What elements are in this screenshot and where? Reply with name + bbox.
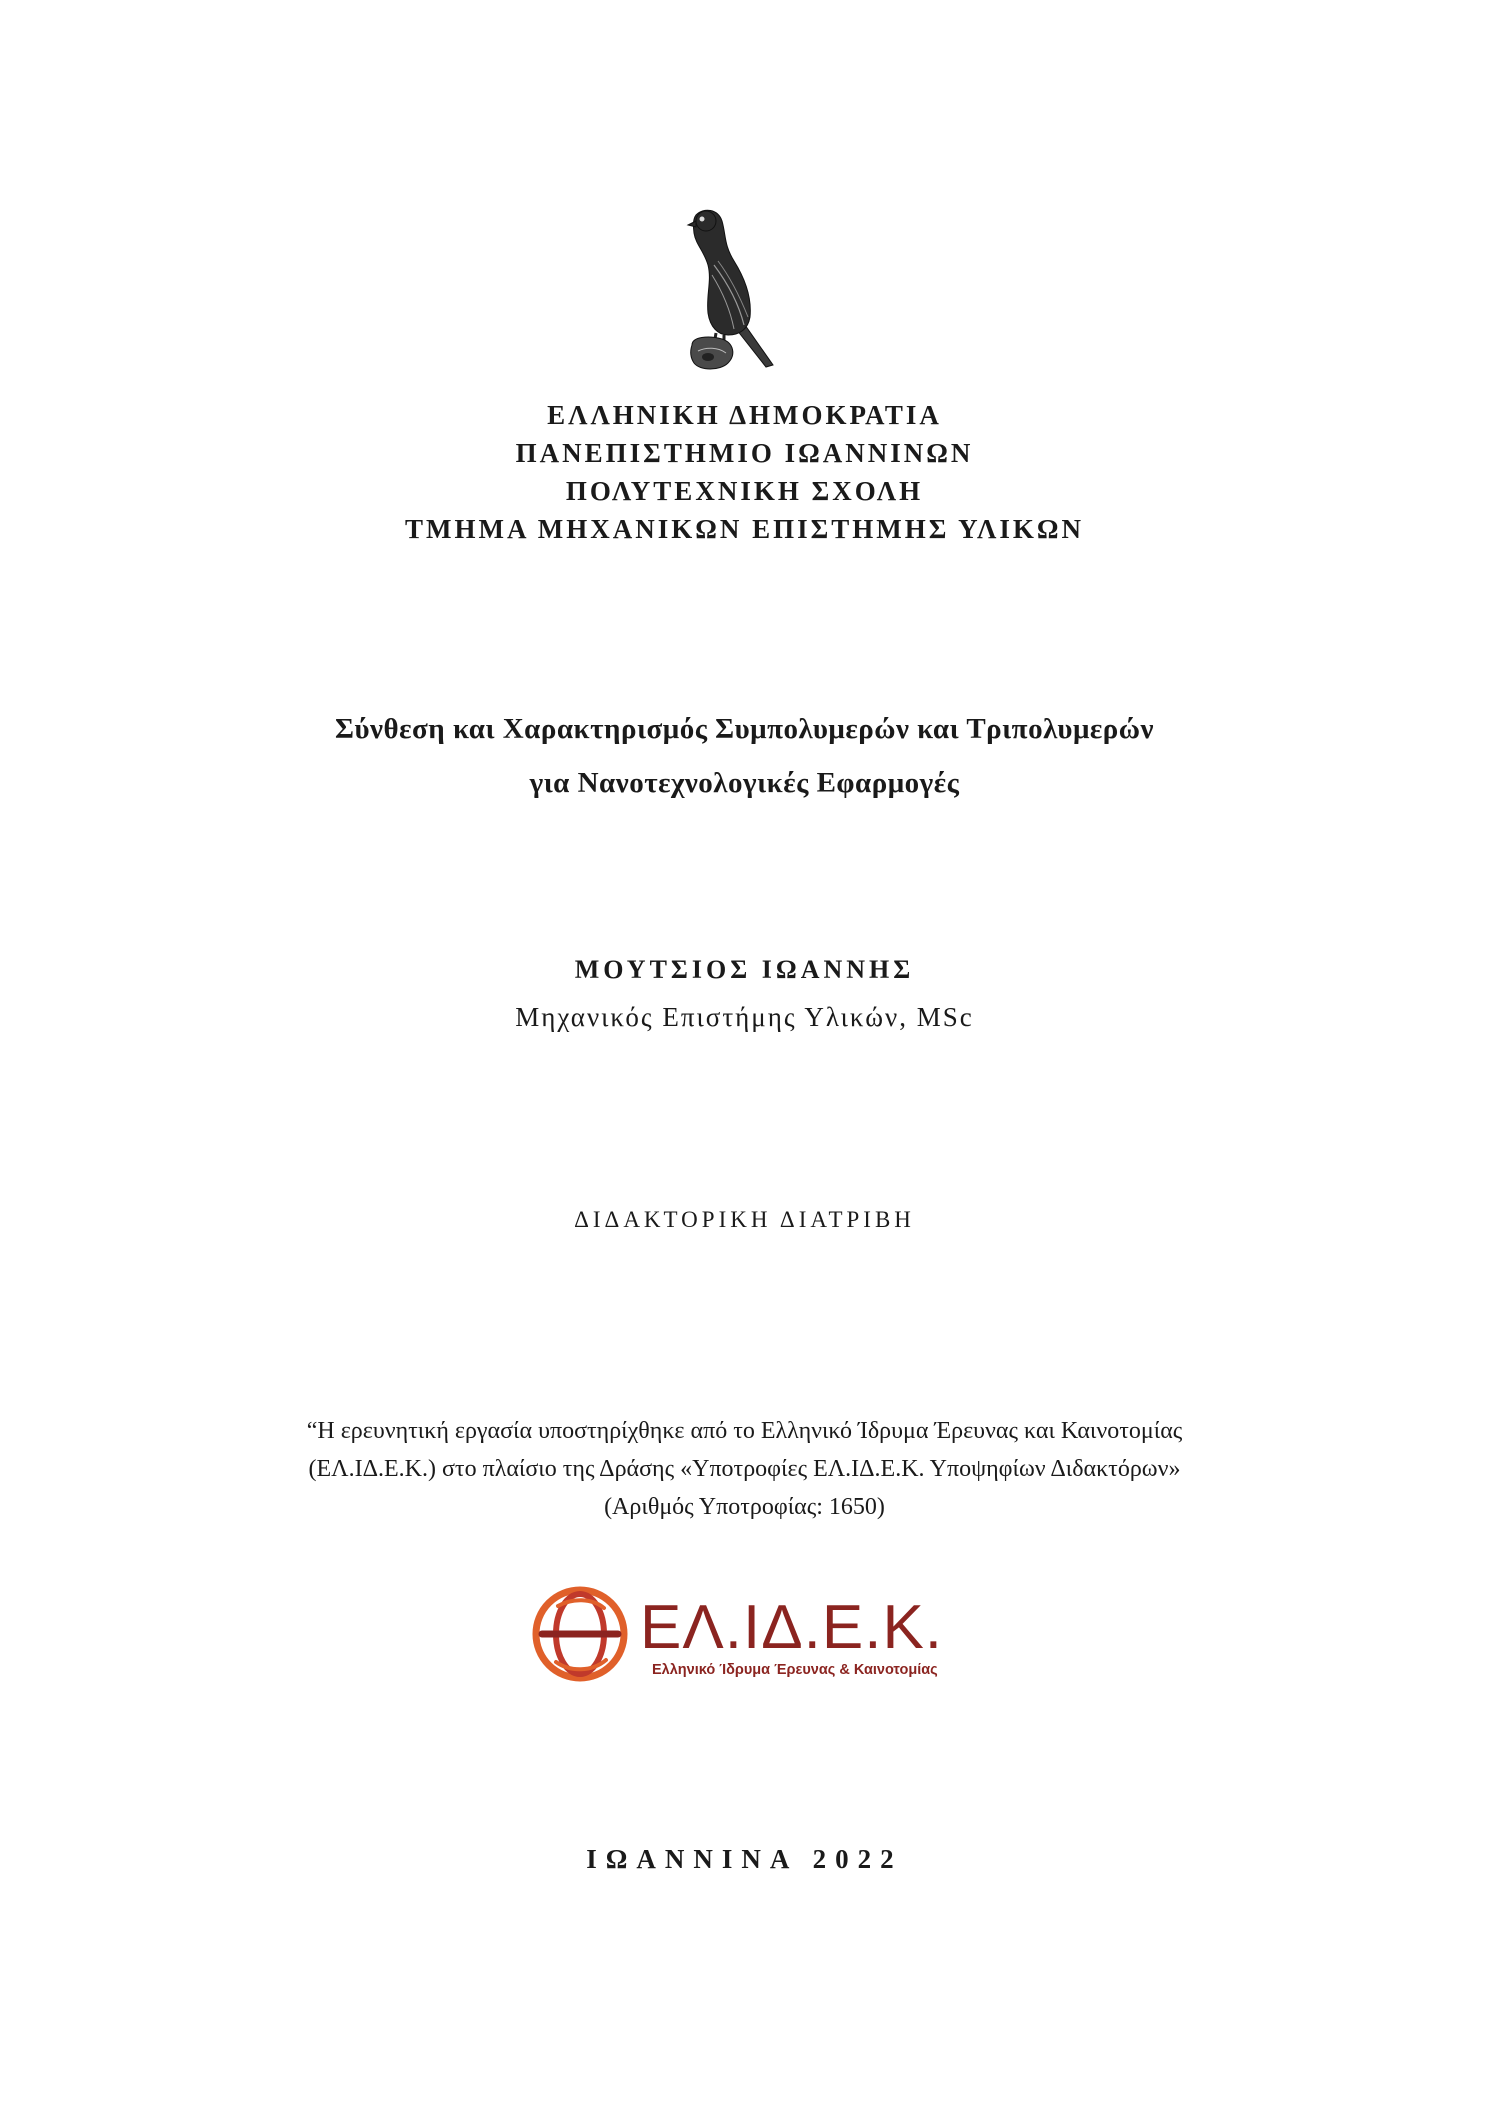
author-degree: Μηχανικός Επιστήμης Υλικών, MSc — [515, 1002, 974, 1032]
thesis-title — [0, 702, 1489, 810]
owl-emblem-icon — [678, 205, 786, 375]
funding-note-line-3: (Αριθμός Υποτροφίας: 1650) — [604, 1494, 885, 1520]
funding-note-line-2: (ΕΛ.ΙΔ.Ε.Κ.) στο πλαίσιο της Δράσης «Υποτροφίες ΕΛ.ΙΔ.Ε.Κ. Υποψηφίων Διδακτόρων» — [308, 1456, 1181, 1482]
header-school: ΠΟΛΥΤΕΧΝΙΚΗ ΣΧΟΛΗ — [565, 476, 924, 506]
funding-note-line-1: “Η ερευνητική εργασία υποστηρίχθηκε από το Ελληνικό Ίδρυμα Έρευνας και Καινοτομίας — [306, 1418, 1183, 1444]
thesis-title-line-2: για Νανοτεχνολογικές Εφαρμογές — [529, 767, 960, 799]
thesis-title-line-1: Σύνθεση και Χαρακτηρισμός Συμπολυμερών και Τριπολυμερών — [335, 713, 1154, 745]
institution-header — [0, 396, 1489, 548]
header-university: ΠΑΝΕΠΙΣΤΗΜΙΟ ΙΩΑΝΝΙΝΩΝ — [515, 438, 974, 468]
author-name: ΜΟΥΤΣΙΟΣ ΙΩΑΝΝΗΣ — [574, 955, 915, 984]
header-department: ΤΜΗΜΑ ΜΗΧΑΝΙΚΩΝ ΕΠΙΣΤΗΜΗΣ ΥΛΙΚΩΝ — [404, 514, 1085, 544]
place-year: ΙΩΑΝΝΙΝΑ 2022 — [586, 1844, 903, 1874]
header-country: ΕΛΛΗΝΙΚΗ ΔΗΜΟΚΡΑΤΙΑ — [547, 400, 942, 430]
elidek-logo-icon — [528, 1582, 948, 1687]
funding-note — [0, 1412, 1489, 1526]
elidek-wordmark: ΕΛ.ΙΔ.Ε.Κ. — [640, 1593, 944, 1662]
elidek-tagline: Ελληνικό Ίδρυμα Έρευνας & Καινοτομίας — [652, 1662, 938, 1678]
document-type: ΔΙΔΑΚΤΟΡΙΚΗ ΔΙΑΤΡΙΒΗ — [574, 1207, 915, 1232]
